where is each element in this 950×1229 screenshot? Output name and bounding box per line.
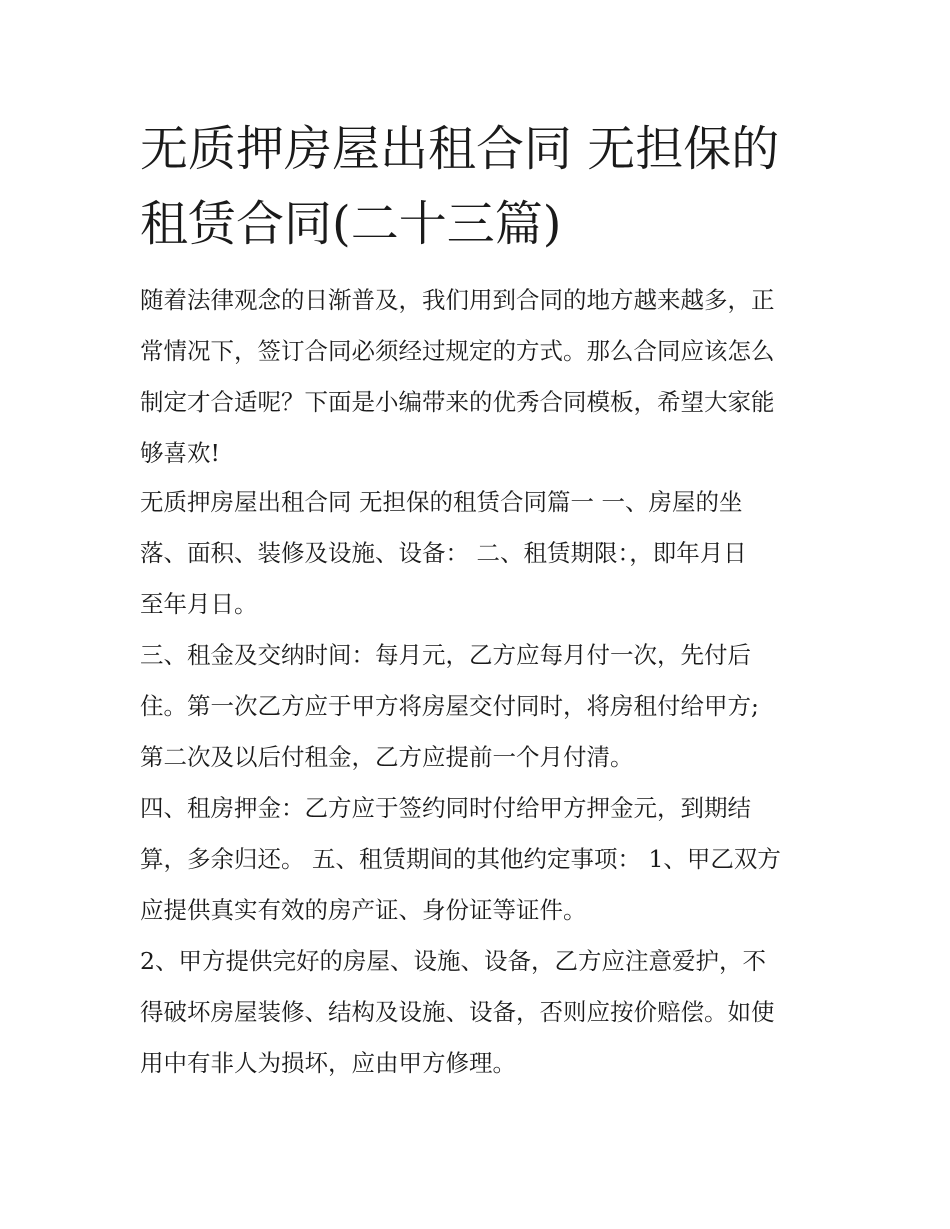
- paragraph-line: 至年月日。: [140, 590, 258, 618]
- paragraph-line: 用中有非人为损坏，应由甲方修理。: [140, 1049, 516, 1077]
- document-title: [140, 112, 820, 262]
- paragraph-line: 得破坏房屋装修、结构及设施、设备，否则应按价赔偿。如使: [140, 998, 775, 1026]
- paragraph-line: 随着法律观念的日渐普及，我们用到合同的地方越来越多，正: [140, 286, 775, 314]
- paragraph-line: 制定才合适呢？下面是小编带来的优秀合同模板，希望大家能: [140, 388, 775, 416]
- paragraph-line: 够喜欢!: [140, 439, 220, 467]
- title-line-1: 无质押房屋出租合同 无担保的: [140, 121, 780, 177]
- paragraph-line: 2、甲方提供完好的房屋、设施、设备，乙方应注意爱护，不: [140, 947, 766, 975]
- paragraph-clause-4-5: [140, 783, 830, 936]
- paragraph-line: 三、租金及交纳时间：每月元，乙方应每月付一次，先付后: [140, 641, 751, 669]
- title-line-2: 租赁合同(二十三篇): [140, 196, 562, 252]
- paragraph-clause-3: [140, 630, 830, 783]
- paragraph-item-2: [140, 936, 830, 1089]
- paragraph-line: 住。第一次乙方应于甲方将房屋交付同时，将房租付给甲方;: [140, 692, 759, 720]
- paragraph-line: 第二次及以后付租金，乙方应提前一个月付清。: [140, 743, 634, 771]
- paragraph-line: 落、面积、装修及设施、设备： 二、租赁期限：，即年月日: [140, 539, 747, 567]
- paragraph-line: 无质押房屋出租合同 无担保的租赁合同篇一 一、房屋的坐: [140, 488, 743, 516]
- paragraph-line: 四、租房押金：乙方应于签约同时付给甲方押金元，到期结: [140, 794, 751, 822]
- paragraph-intro: [140, 275, 830, 479]
- paragraph-line: 常情况下，签订合同必须经过规定的方式。那么合同应该怎么: [140, 337, 775, 365]
- paragraph-clause-1-2: [140, 477, 830, 630]
- paragraph-line: 应提供真实有效的房产证、身份证等证件。: [140, 896, 587, 924]
- paragraph-line: 算，多余归还。 五、租赁期间的其他约定事项： 1、甲乙双方: [140, 845, 781, 873]
